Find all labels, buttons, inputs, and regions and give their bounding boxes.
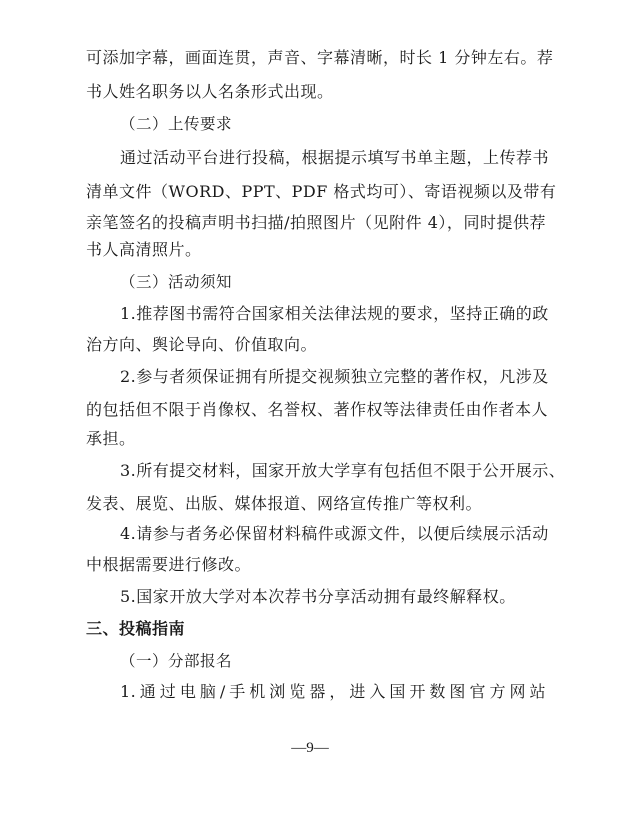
text-line: 书人高清照片。 [86,240,202,259]
text-line: 发表、展览、出版、媒体报道、网络宣传推广等权利。 [86,494,483,513]
section-heading: 三、投稿指南 [86,619,186,638]
section-subheading: （一）分部报名 [120,652,233,670]
page-number: —9— [291,740,329,756]
text-line: 中根据需要进行修改。 [86,555,252,574]
text-line: 清单文件（WORD、PPT、PDF 格式均可）、寄语视频以及带有 [86,182,557,201]
section-subheading: （三）活动须知 [120,273,233,291]
text-line: 5.国家开放大学对本次荐书分享活动拥有最终解释权。 [120,587,516,606]
text-line: 承担。 [86,429,136,448]
section-subheading: （二）上传要求 [120,115,233,133]
text-line: 通过活动平台进行投稿，根据提示填写书单主题，上传荐书 [120,148,550,167]
text-line: 3.所有提交材料，国家开放大学享有包括但不限于公开展示、 [120,461,566,480]
text-line: 2.参与者须保证拥有所提交视频独立完整的著作权，凡涉及 [120,367,549,386]
text-line: 可添加字幕，画面连贯，声音、字幕清晰，时长 1 分钟左右。荐 [86,48,554,67]
text-line: 书人姓名职务以人名条形式出现。 [86,82,334,101]
text-line: 1.通过电脑/手机浏览器，进入国开数图官方网站 [120,682,546,701]
text-line: 亲笔签名的投稿声明书扫描/拍照图片（见附件 4），同时提供荐 [86,213,546,232]
text-line: 1.推荐图书需符合国家相关法律法规的要求，坚持正确的政 [120,304,549,323]
text-line: 4.请参与者务必保留材料稿件或源文件，以便后续展示活动 [120,524,549,543]
text-line: 治方向、舆论导向、价值取向。 [86,335,318,354]
text-line: 的包括但不限于肖像权、名誉权、著作权等法律责任由作者本人 [86,400,549,419]
